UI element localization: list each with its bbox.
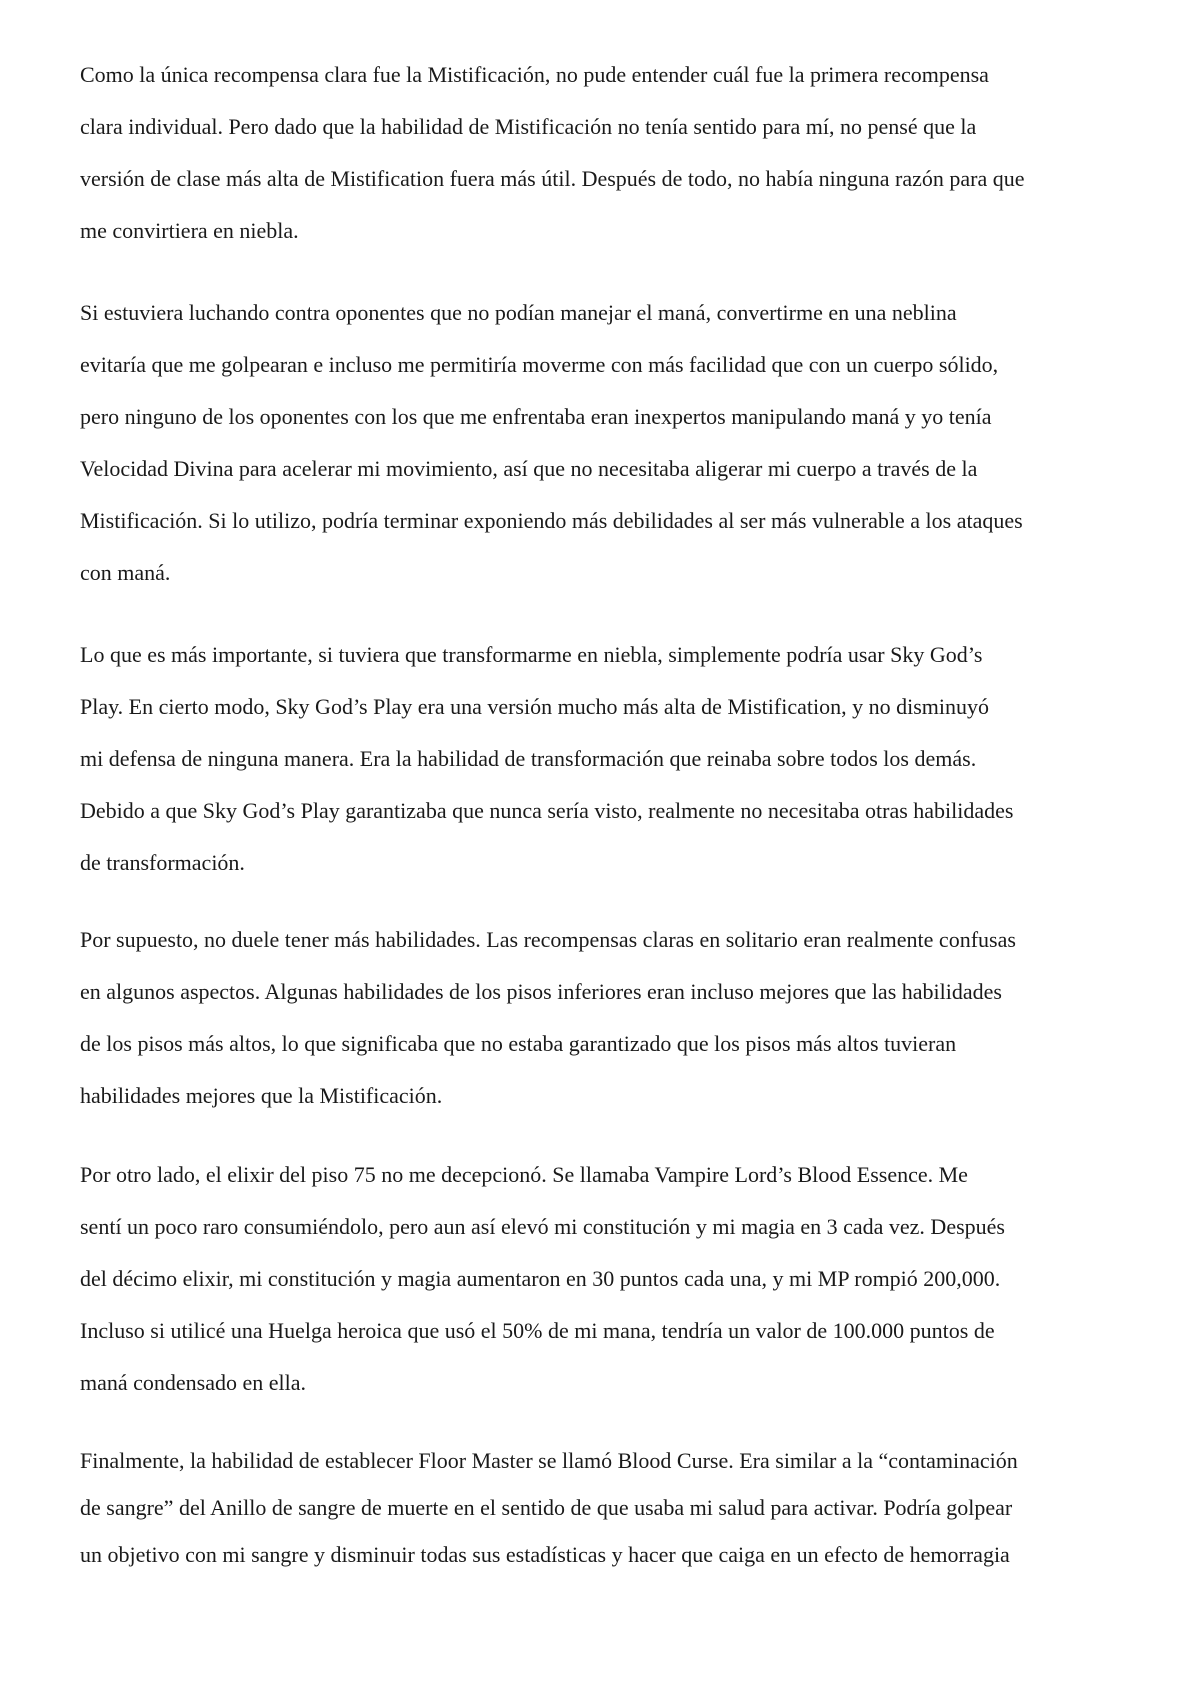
text-line: Debido a que Sky God’s Play garantizaba que nunca sería visto, realmente no necesitaba otras habilidades xyxy=(80,798,1014,823)
text-line: pero ninguno de los oponentes con los que me enfrentaba eran inexpertos manipulando maná y yo tenía xyxy=(80,404,992,429)
text-line: Incluso si utilicé una Huelga heroica que usó el 50% de mi mana, tendría un valor de 100.000 puntos de xyxy=(80,1318,995,1343)
text-line: en algunos aspectos. Algunas habilidades de los pisos inferiores eran incluso mejores que las habilidades xyxy=(80,979,1002,1004)
text-line: habilidades mejores que la Mistificación. xyxy=(80,1083,443,1108)
text-line: Finalmente, la habilidad de establecer Floor Master se llamó Blood Curse. Era similar a la “contaminación xyxy=(80,1448,1018,1473)
text-line: sentí un poco raro consumiéndolo, pero aun así elevó mi constitución y mi magia en 3 cada vez. Después xyxy=(80,1214,1005,1239)
text-line: del décimo elixir, mi constitución y magia aumentaron en 30 puntos cada una, y mi MP rompió 200,000. xyxy=(80,1266,1001,1291)
text-line: Mistificación. Si lo utilizo, podría terminar exponiendo más debilidades al ser más vulnerable a los ataques xyxy=(80,508,1023,533)
text-line: de transformación. xyxy=(80,850,245,875)
text-line: Por otro lado, el elixir del piso 75 no me decepcionó. Se llamaba Vampire Lord’s Blood Essence. Me xyxy=(80,1162,968,1187)
text-line: Por supuesto, no duele tener más habilidades. Las recompensas claras en solitario eran realmente confusas xyxy=(80,927,1016,952)
text-line: evitaría que me golpearan e incluso me permitiría moverme con más facilidad que con un cuerpo sólido, xyxy=(80,352,999,377)
text-line: Si estuviera luchando contra oponentes que no podían manejar el maná, convertirme en una neblina xyxy=(80,300,957,325)
text-line: Velocidad Divina para acelerar mi movimiento, así que no necesitaba aligerar mi cuerpo a través de la xyxy=(80,456,978,481)
text-line: Play. En cierto modo, Sky God’s Play era una versión mucho más alta de Mistification, y no disminuyó xyxy=(80,694,989,719)
text-line: me convirtiera en niebla. xyxy=(80,218,299,243)
text-line: de los pisos más altos, lo que significaba que no estaba garantizado que los pisos más altos tuvieran xyxy=(80,1031,957,1056)
text-line: maná condensado en ella. xyxy=(80,1370,307,1395)
text-line: Como la única recompensa clara fue la Mistificación, no pude entender cuál fue la primera recompensa xyxy=(80,62,989,87)
text-line: de sangre” del Anillo de sangre de muerte en el sentido de que usaba mi salud para activar. Podría golpear xyxy=(80,1495,1013,1520)
text-line: mi defensa de ninguna manera. Era la habilidad de transformación que reinaba sobre todos los demás. xyxy=(80,746,977,771)
text-line: Lo que es más importante, si tuviera que transformarme en niebla, simplemente podría usar Sky God’s xyxy=(80,642,983,667)
text-line: versión de clase más alta de Mistification fuera más útil. Después de todo, no había ninguna razón para que xyxy=(80,166,1025,191)
text-line: con maná. xyxy=(80,560,171,585)
text-line: clara individual. Pero dado que la habilidad de Mistificación no tenía sentido para mí, no pensé que la xyxy=(80,114,977,139)
text-line: un objetivo con mi sangre y disminuir todas sus estadísticas y hacer que caiga en un efecto de hemorragia xyxy=(80,1542,1010,1567)
